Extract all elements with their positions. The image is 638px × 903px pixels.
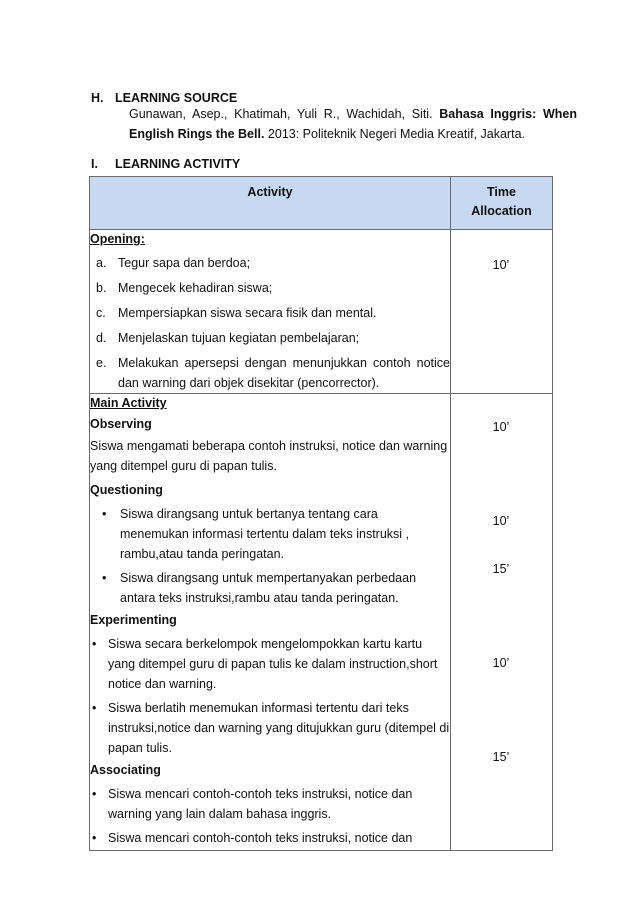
experimenting-title: Experimenting: [90, 613, 177, 627]
list-item: [90, 253, 450, 273]
questioning-title: Questioning: [90, 483, 163, 497]
list-item: [90, 353, 450, 393]
list-marker: c.: [96, 306, 106, 320]
list-item: [90, 278, 450, 298]
citation-book-title: Bahasa Inggris: When English Rings the Bell.: [129, 107, 577, 141]
observing-time: 10’: [492, 420, 510, 434]
list-marker: b.: [96, 281, 107, 295]
observing-text: Siswa mengamati beberapa contoh instruksi, notice dan warning yang ditempel guru di papan tulis.: [90, 439, 448, 473]
list-item: [90, 568, 450, 608]
list-item: [90, 328, 450, 348]
opening-title: Opening:: [90, 232, 145, 246]
main-time-cell: [451, 394, 553, 851]
opening-time-cell: [451, 230, 553, 394]
header-time-line2: Allocation: [471, 204, 532, 218]
list-item-text: Mengecek kehadiran siswa;: [118, 281, 273, 295]
list-item: [90, 784, 450, 824]
opening-row: [90, 230, 553, 394]
list-item-text: Siswa mencari contoh-contoh teks instruksi, notice dan: [108, 831, 413, 845]
list-item-text: Siswa dirangsang untuk mempertanyakan perbedaan antara teks instruksi,rambu atau tanda peringatan.: [120, 571, 417, 605]
learning-activity-table: [89, 176, 553, 851]
list-item: [90, 504, 450, 564]
bullet-icon: •: [92, 637, 97, 651]
list-item: [90, 303, 450, 323]
main-activity-row: [90, 394, 553, 851]
list-item: [90, 828, 450, 848]
list-item-text: Siswa mencari contoh-contoh teks instruksi, notice dan warning yang lain dalam bahasa inggris.: [108, 787, 413, 821]
list-item-text: Siswa berlatih menemukan informasi tertentu dari teks instruksi,notice dan warning yang ditujukkan guru (ditempel di papan tulis.: [108, 701, 450, 755]
list-item-text: Siswa dirangsang untuk bertanya tentang cara menemukan informasi tertentu dalam teks instruksi , rambu,atau tanda peringatan.: [120, 507, 410, 561]
list-item-text: Mempersiapkan siswa secara fisik dan mental.: [118, 306, 377, 320]
bullet-icon: •: [92, 831, 97, 845]
bullet-icon: •: [92, 787, 97, 801]
list-item-text: Menjelaskan tujuan kegiatan pembelajaran;: [118, 331, 360, 345]
table-header-row: [90, 177, 553, 230]
list-item-text: Siswa secara berkelompok mengelompokkan kartu kartu yang ditempel guru di papan tulis ke dalam instruction,short notice dan warning.: [108, 637, 438, 691]
associating-time: 15’: [492, 750, 510, 764]
bullet-icon: •: [102, 571, 107, 585]
section-h-number: H.: [91, 91, 104, 105]
citation-authors: Gunawan, Asep., Khatimah, Yuli R., Wachidah, Siti.: [129, 107, 433, 121]
list-marker: a.: [96, 256, 107, 270]
list-item: [90, 634, 450, 694]
opening-time: 10’: [492, 258, 510, 272]
questioning-time-2: 15’: [492, 562, 510, 576]
section-i-title: LEARNING ACTIVITY: [115, 157, 241, 171]
citation-publisher: 2013: Politeknik Negeri Media Kreatif, Jakarta.: [267, 127, 525, 141]
section-h-heading: [91, 91, 237, 105]
bullet-icon: •: [102, 507, 107, 521]
list-item-text: Tegur sapa dan berdoa;: [118, 256, 251, 270]
opening-cell: [90, 230, 451, 394]
bullet-icon: •: [92, 701, 97, 715]
list-item: [90, 698, 450, 758]
learning-source-citation: [129, 104, 577, 144]
questioning-time-1: 10’: [492, 514, 510, 528]
observing-title: Observing: [90, 417, 152, 431]
opening-list: [90, 253, 450, 393]
main-activity-title: Main Activity: [90, 396, 167, 410]
section-i-heading: [91, 157, 240, 171]
section-h-title: LEARNING SOURCE: [115, 91, 238, 105]
list-marker: d.: [96, 331, 107, 345]
associating-title: Associating: [90, 763, 161, 777]
list-item-text: Melakukan apersepsi dengan menunjukkan contoh notice dan warning dari objek disekitar (pencorrector).: [118, 356, 450, 390]
experimenting-list: [90, 634, 450, 758]
experimenting-time: 10’: [492, 656, 510, 670]
header-time-allocation: [451, 177, 553, 230]
header-activity: Activity: [90, 177, 451, 230]
list-marker: e.: [96, 356, 107, 370]
section-i-number: I.: [91, 157, 98, 171]
main-activity-cell: [90, 394, 451, 851]
associating-list: [90, 784, 450, 848]
questioning-list: [90, 504, 450, 608]
header-time-line1: Time: [487, 185, 516, 199]
